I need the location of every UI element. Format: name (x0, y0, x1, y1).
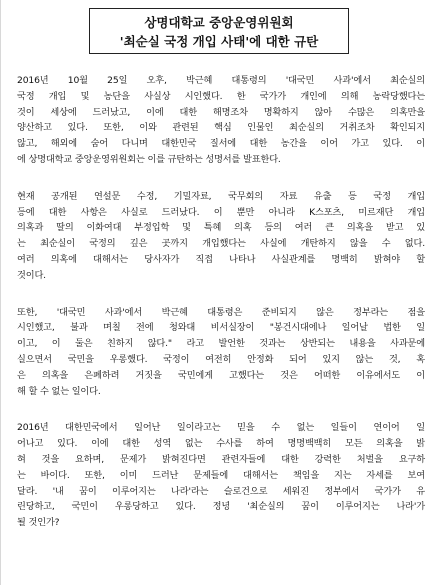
text-line: 것이 세상에 드러났고, 이에 대한 해명조차 명확하지 않아 수많은 의혹만을 (17, 106, 425, 118)
text-line: 는 최순실이 국정의 깊은 곳까지 개입했다는 사실에 개탄하지 않을 수 없다. (17, 238, 425, 250)
text-line: 것이다. (17, 269, 46, 281)
text-line: 현재 공개된 연설문 수정, 기밀자료, 국무회의 자료 유출 등 국정 개입 (17, 190, 425, 202)
paragraph-1 (17, 73, 425, 168)
text-line: 는 바이다. 또한, 이미 드러난 문제들에 대해서는 책임을 지는 자세를 보여 (17, 469, 425, 481)
paragraph-3 (17, 305, 425, 400)
text-line: 않고, 해외에 숨어 다니며 대한민국 질서에 대한 농간을 이어 가고 있다. 이 (17, 138, 425, 150)
text-line: 이고, 이 둘은 친하지 않다." 라고 발언한 것과는 상반되는 내용을 사과문에 (17, 338, 425, 350)
text-line: 양산하고 있다. 또한, 이와 관련된 핵심 인물인 최순실의 거취조차 확인되지 (17, 122, 425, 134)
text-line: 될 것인가? (17, 517, 60, 529)
text-line: 의혹과 딸의 이화여대 부정입학 및 특혜 의혹 등의 여러 큰 의혹을 받고 있 (17, 222, 425, 234)
text-line: 국정 개입 및 농단을 사실상 시인했다. 한 국가가 개인에 의해 농락당했다는 (17, 90, 425, 102)
text-line: 실으면서 국민을 우롱했다. 국정이 여전히 안정화 되어 있지 않는 것, 혹 (17, 353, 425, 365)
text-line: 해 할 수 없는 일이다. (17, 385, 101, 397)
text-line: 또한, '대국민 사과'에서 박근혜 대통령은 준비되지 않은 정부라는 점을 (17, 306, 425, 318)
text-line: 린당하고, 국민이 우롱당하고 있다. 정녕 '최순실의 꿈이 이루어지는 나라'가 (17, 501, 425, 513)
text-line: 2016년 대한민국에서 일어난 일이라고는 믿을 수 없는 일들이 연이어 일 (17, 422, 425, 434)
text-line: 어나고 있다. 이에 대한 성역 없는 수사를 하여 명명백백히 모든 의혹을 밝 (17, 438, 425, 450)
text-line: 혀 것을 요하며, 문제가 밝혀진다면 관련자들에 대한 강력한 처벌을 요구하 (17, 453, 425, 465)
paragraph-4 (17, 420, 425, 531)
text-line: 여러 의혹에 대해서는 당사자가 직접 나타나 사실관계를 명백히 밝혀야 할 (17, 253, 425, 265)
title-box (89, 8, 349, 54)
paragraph-2 (17, 189, 425, 284)
text-line: 에 상명대학교 중앙운영위원회는 이를 규탄하는 성명서를 발표한다. (17, 153, 281, 165)
text-line: 등에 대한 사항은 사실로 드러났다. 이 뿐만 아니라 K스포츠, 미르재단 개입 (17, 206, 425, 218)
text-line: 시인했고, 불과 며칠 전에 청와대 비서실장이 "봉건시대에나 일어날 법한 일 (17, 322, 425, 334)
title-line-subject: '최순실 국정 개입 사태'에 대한 규탄 (119, 34, 319, 49)
statement-body (17, 73, 425, 552)
text-line: 2016년 10월 25일 오후, 박근혜 대통령의 '대국민 사과'에서 최순실의 (17, 75, 425, 86)
title-line-organization: 상명대학교 중앙운영위원회 (144, 15, 294, 30)
text-line: 달라. '내 꿈이 이루어지는 나라'라는 슬로건으로 세워진 정부에서 국가가 유 (17, 485, 425, 497)
text-line: 은 의혹을 은폐하려 거짓을 국민에게 고했다는 것은 어떠한 이유에서도 이 (17, 369, 425, 381)
